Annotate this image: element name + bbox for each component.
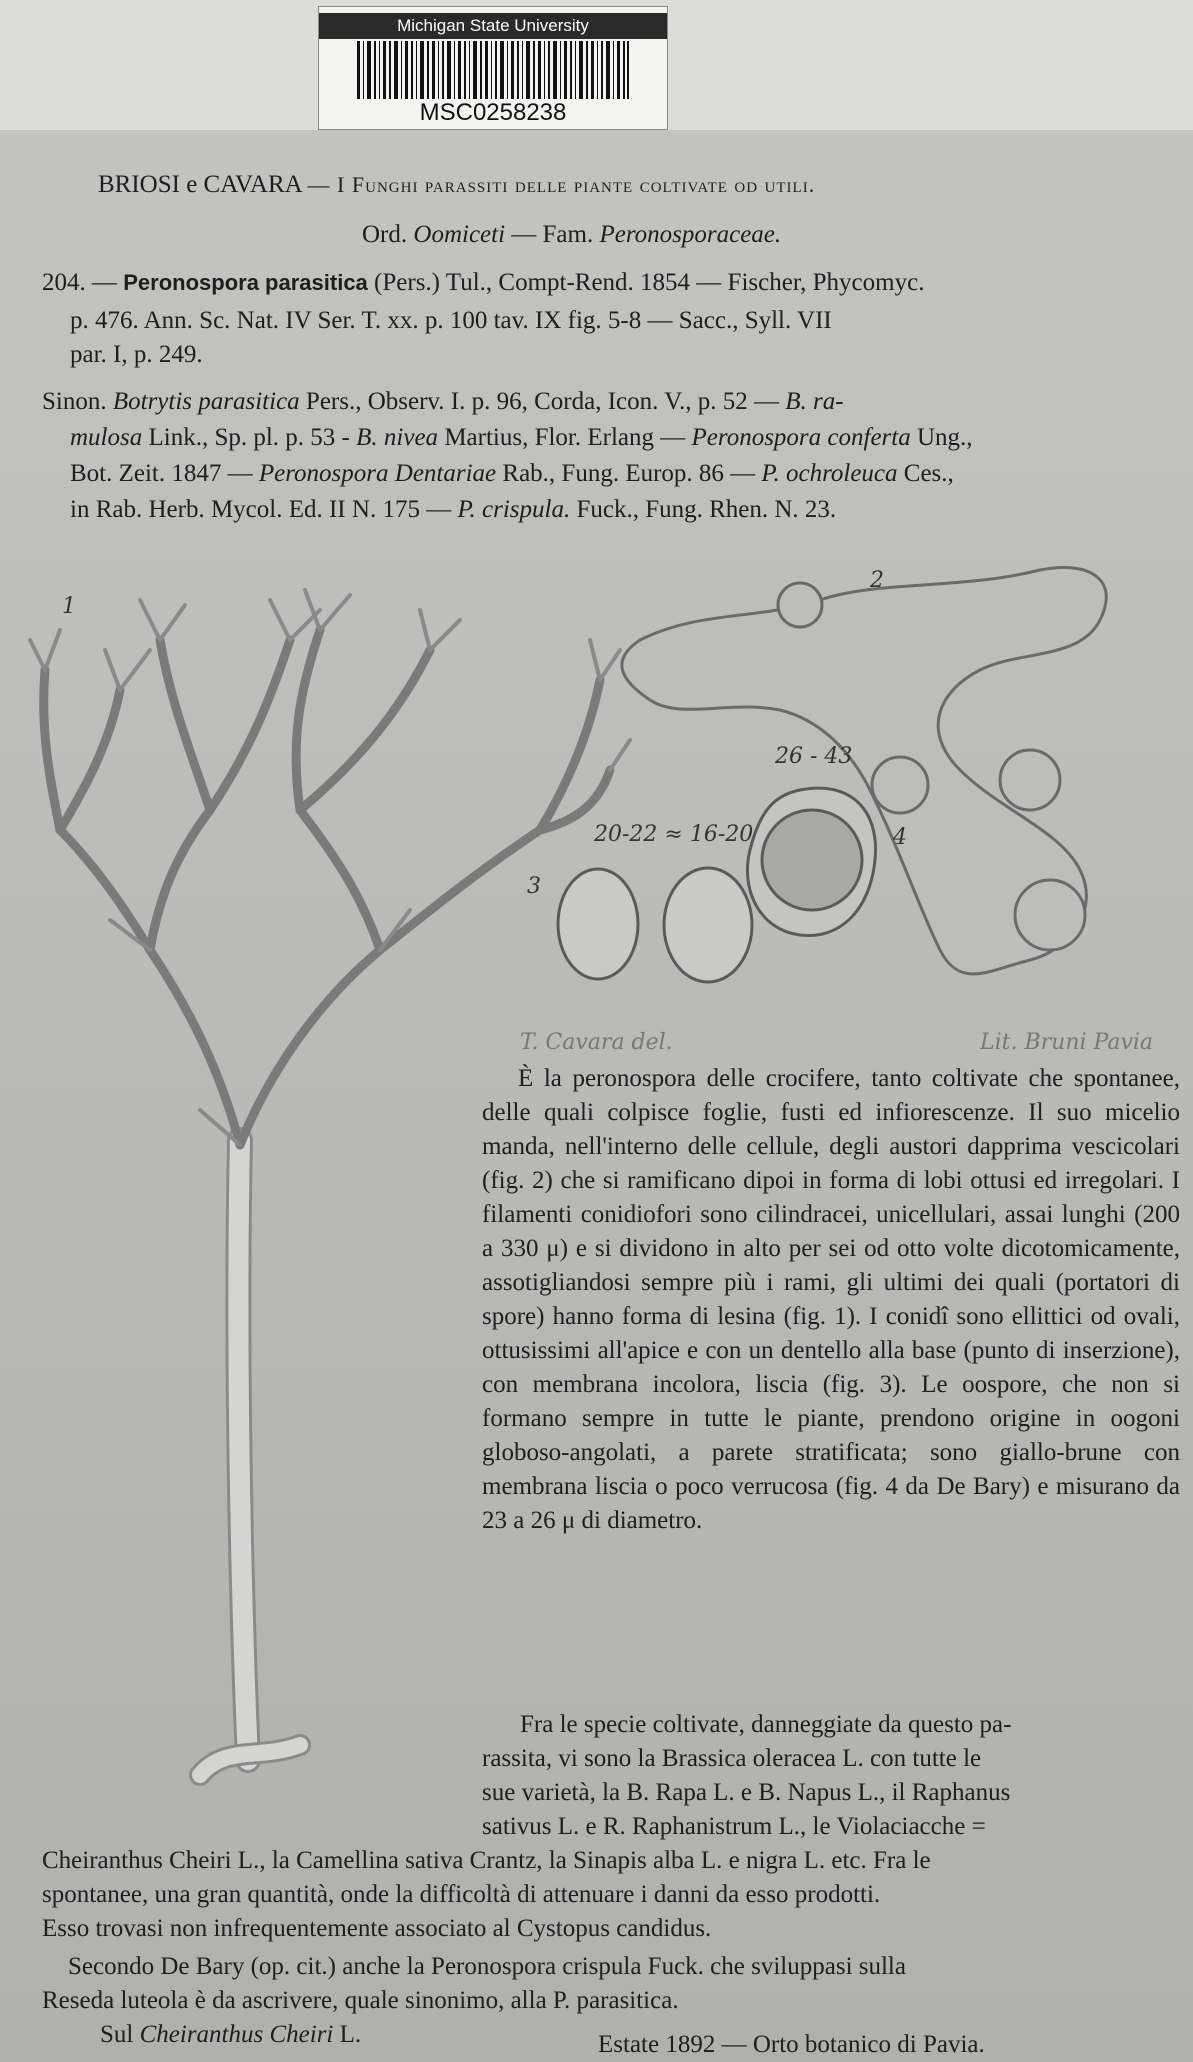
- syn-label: Sinon.: [42, 388, 107, 415]
- conidia-drawing: [558, 868, 752, 982]
- species-name: Peronospora parasitica: [123, 270, 368, 295]
- desc-line: spontanee, una gran quantità, onde la difficoltà di attenuare i danni da esso prodotti.: [42, 1881, 881, 1908]
- synonyms-line-2: [70, 423, 973, 453]
- collection-line: Estate 1892 — Orto botanico di Pavia.: [598, 2031, 985, 2058]
- syn-text: Bot. Zeit. 1847 —: [70, 460, 253, 487]
- syn-text: B. nivea: [356, 424, 439, 451]
- description: [482, 1062, 1180, 1538]
- syn-text: Botrytis parasitica: [112, 388, 300, 415]
- series-title: — I Funghi parassiti delle piante coltivate od utili.: [307, 172, 816, 197]
- desc-line: Esso trovasi non infrequentemente associato al Cystopus candidus.: [42, 1915, 712, 1942]
- syn-text: Link., Sp. pl. p. 53 -: [148, 424, 350, 451]
- desc-line: Fra le specie coltivate, danneggiate da questo pa-: [520, 1711, 1012, 1738]
- synonyms-line-4: [70, 495, 836, 525]
- entry-number: 204. —: [42, 269, 117, 296]
- fig-label-4: 4: [893, 825, 907, 850]
- order-name: Oomiceti: [413, 221, 506, 248]
- syn-text: Pers., Observ. I. p. 96, Corda, Icon. V., p. 52 —: [305, 388, 780, 415]
- syn-text: P. crispula.: [457, 496, 571, 523]
- barcode-icon: [357, 41, 629, 99]
- syn-text: B. ra-: [785, 388, 844, 415]
- size-label-conidia: 20-22 ≈ 16-20: [594, 822, 754, 847]
- artist-signature: T. Cavara del.: [520, 1030, 673, 1055]
- syn-text: Peronospora conferta: [691, 424, 911, 451]
- host-line: [100, 2020, 361, 2050]
- desc-line: Secondo De Bary (op. cit.) anche la Peronospora crispula Fuck. che sviluppasi sulla: [68, 1953, 906, 1980]
- series-header: [98, 170, 815, 200]
- oospore-drawing: [747, 788, 875, 935]
- description-paragraph-1: È la peronospora delle crocifere, tanto coltivate che spontanee, delle quali colpisce foglie, fusti ed infiorescenze. Il suo micelio manda, nell'interno delle cellule, degli austori dapprima vescicolari (fig. 2) che si ramificano dipoi in forma di lobi ottusi ed irregolari. I filamenti conidiofori sono cilindracei, unicellulari, assai lunghi (200 a 330 μ) e si dividono in alto per sei od otto volte dicotomicamente, assotigliandosi sempre più i rami, gli ultimi dei quali (portatori di spore) hanno forma di lesina (fig. 1). I conidî sono ellittici od ovali, ottusissimi all'apice e con un dentello alla base (punto di inserzione), con membrana incolora, liscia (fig. 3). Le oospore, che non si formano sempre in tutte le piante, prendono origine in oogoni globoso-angolati, a parete stratificata; sono giallo-brune con membrana liscia o poco verrucosa (fig. 4 da De Bary) e misurano da 23 a 26 μ di diametro.: [482, 1065, 1180, 1534]
- syn-text: P. ochroleuca: [761, 460, 898, 487]
- syn-text: Ces.,: [903, 460, 954, 487]
- family-name: Peronosporaceae.: [599, 221, 782, 248]
- syn-text: Peronospora Dentariae: [258, 460, 497, 487]
- family-label: — Fam.: [511, 221, 594, 248]
- syn-text: in Rab. Herb. Mycol. Ed. II N. 175 —: [70, 496, 452, 523]
- desc-line: rassita, vi sono la Brassica oleracea L. con tutte le: [482, 1745, 982, 1772]
- host-prefix: Sul: [100, 2021, 134, 2048]
- entry-line-1: [42, 268, 924, 298]
- order-label: Ord.: [362, 221, 408, 248]
- synonyms-line-3: [70, 459, 954, 489]
- syn-text: Ung.,: [916, 424, 973, 451]
- synonyms-line-1: [42, 387, 844, 417]
- syn-text: mulosa: [70, 424, 143, 451]
- authors: BRIOSI e CAVARA: [98, 171, 302, 198]
- desc-line: Cheiranthus Cheiri L., la Camellina sativa Crantz, la Sinapis alba L. e nigra L. etc. Fra le: [42, 1847, 931, 1874]
- desc-line: sativus L. e R. Raphanistrum L., le Violaciacche =: [482, 1813, 986, 1840]
- host-name: Cheiranthus Cheiri: [139, 2021, 334, 2048]
- fig-label-2: 2: [870, 568, 884, 593]
- entry-line-2: p. 476. Ann. Sc. Nat. IV Ser. T. xx. p. 100 tav. IX fig. 5-8 — Sacc., Syll. VII: [70, 307, 832, 334]
- desc-line: Reseda luteola è da ascrivere, quale sinonimo, alla P. parasitica.: [42, 1987, 679, 2014]
- size-label-oospore: 26 - 43: [775, 744, 853, 769]
- host-suffix: L.: [339, 2021, 362, 2048]
- institution-name: Michigan State University: [319, 13, 667, 39]
- syn-text: Fuck., Fung. Rhen. N. 23.: [576, 496, 837, 523]
- desc-line: sue varietà, la B. Rapa L. e B. Napus L., il Raphanus: [482, 1779, 1011, 1806]
- entry-citation: (Pers.) Tul., Compt-Rend. 1854 — Fischer, Phycomyc.: [374, 269, 925, 296]
- fig-label-1: 1: [62, 594, 76, 619]
- printer-signature: Lit. Bruni Pavia: [980, 1030, 1154, 1055]
- taxonomy-line: [362, 220, 781, 250]
- barcode-number: MSC0258238: [419, 99, 567, 126]
- syn-text: Martius, Flor. Erlang —: [444, 424, 686, 451]
- barcode-label: [318, 6, 668, 130]
- fig-label-3: 3: [527, 874, 541, 899]
- syn-text: Rab., Fung. Europ. 86 —: [502, 460, 756, 487]
- entry-line-3: par. I, p. 249.: [70, 341, 203, 368]
